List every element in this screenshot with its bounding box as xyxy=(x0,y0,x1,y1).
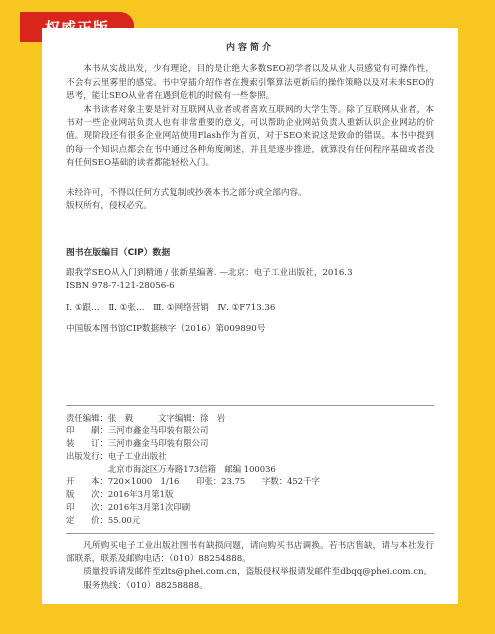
binder: 装 订：三河市鑫金马印装有限公司 xyxy=(66,438,209,449)
edition: 版 次：2016年3月第1版 xyxy=(66,489,174,500)
summary-paragraph: 本书从实战出发，少有理论，目的是让绝大多数SEO初学者以及从业人员感觉有可操作性，不会有云里雾里的感觉。书中穿插介绍作者在搜索引擎算法更新后的操作策略以及对未来SEO的思考，能让SEO从业者在遇到危机的时候有一些参照。 xyxy=(66,64,434,102)
summary-title: 内容简介 xyxy=(225,43,274,53)
summary-paragraph: 本书读者对象主要是针对互联网从业者或者喜欢互联网的大学生等。除了互联网从业者，本书对一些企业网站负责人也有非常重要的意义，可以帮助企业网站负责人重新认识企业网站的价值。现阶段还有很多企业网站使用Flash作为首页，对于SEO来说这是致命的错误。本书中提到的每一个知识点都会在书中通过各种角度阐述，并且是逐步推进，就算没有任何程序基础或者没有任何SEO基础的读者都能轻松入门。 xyxy=(66,104,434,169)
cip-heading: 图书在版编目（CIP）数据 xyxy=(66,248,171,259)
printing: 印 次：2016年3月第1次印刷 xyxy=(66,502,191,513)
rights-reserved: 版权所有，侵权必究。 xyxy=(66,201,152,212)
divider xyxy=(66,405,434,406)
publisher: 出版发行：电子工业出版社 xyxy=(66,450,167,461)
price: 定 价：55.00元 xyxy=(66,514,141,525)
cip-record-number: 中国版本图书馆CIP数据核字（2016）第009890号 xyxy=(66,324,266,335)
editors: 责任编辑：张 毅 文字编辑：徐 岩 xyxy=(66,412,226,423)
divider xyxy=(66,533,434,534)
printer: 印 刷：三河市鑫金马印装有限公司 xyxy=(66,425,209,436)
return-policy: 凡所购买电子工业出版社图书有缺损问题，请向购买书店调换。若书店售缺，请与本社发行部联系，联系及邮购电话：（010）88254888。 xyxy=(66,540,434,565)
cip-isbn: ISBN 978-7-121-28056-6 xyxy=(66,281,175,292)
complaint-contact: 质量投诉请发邮件至zlts@phei.com.cn，盗版侵权举报请发邮件至dbqq@phei.com.cn。 xyxy=(83,567,433,578)
copyright-notice: 未经许可，不得以任何方式复制或抄袭本书之部分或全部内容。 xyxy=(66,187,307,198)
cip-classification: Ⅰ. ①跟… Ⅱ. ①张… Ⅲ. ①网络营销 Ⅳ. ①F713.36 xyxy=(66,302,276,313)
copyright-page xyxy=(42,28,458,604)
format: 开 本：720×1000 1/16 印张：23.75 字数：452千字 xyxy=(66,476,320,487)
publisher-address: 北京市海淀区万寿路173信箱 邮编 100036 xyxy=(66,463,276,474)
cip-line: 跟我学SEO从入门到精通 / 张新星编著. —北京：电子工业出版社，2016.3 xyxy=(66,267,353,278)
service-hotline: 服务热线：（010）88258888。 xyxy=(83,580,208,591)
